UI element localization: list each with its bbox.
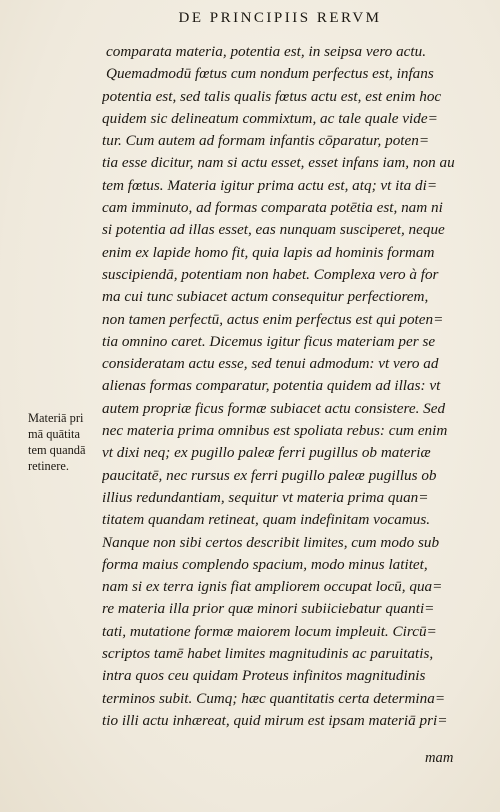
text-line: comparata materia, potentia est, in seipsa vero actu. — [106, 43, 427, 60]
text-line: tia esse dicitur, nam si actu esset, esset infans iam, non au — [102, 154, 455, 172]
text-line: tio illi actu inhæreat, quid mirum est ipsam materiā pri= — [102, 711, 448, 729]
marginal-note-line: Materiā pri — [28, 411, 84, 425]
catchword: mam — [425, 750, 454, 766]
text-line: Nanque non sibi certos describit limites, cum modo sub — [102, 533, 440, 551]
text-line: quidem sic delineatum commixtum, ac tale quale vide= — [102, 109, 438, 127]
text-line: nam si ex terra ignis fiat ampliorem occupat locū, qua= — [102, 578, 443, 596]
text-line: cam imminuto, ad formas comparata potētia est, nam ni — [102, 199, 443, 217]
text-line: tur. Cum autem ad formam infantis cōparatur, poten= — [102, 132, 430, 150]
text-line: terminos subit. Cumq; hæc quantitatis certa determina= — [102, 689, 446, 707]
text-line: re materia illa prior quæ minori subiiciebatur quanti= — [102, 600, 435, 618]
text-line: forma maius complendo spacium, modo minus latitet, — [102, 555, 428, 573]
marginal-note-line: mā quātita — [28, 427, 80, 441]
text-line: illius redundantiam, sequitur vt materia prima quan= — [102, 488, 429, 506]
text-line: Quemadmodū fœtus cum nondum perfectus est, infans — [106, 65, 434, 83]
text-line: consideratam actu esse, sed tenui admodum: vt vero ad — [102, 355, 439, 373]
text-line: alienas formas comparatur, potentia quidem ad illas: vt — [102, 377, 441, 395]
text-line: autem propriæ ficus formæ subiacet actu consistere. Sed — [102, 399, 446, 417]
text-line: intra quos ceu quidam Proteus infinitos magnitudinis — [102, 667, 426, 685]
marginal-note — [28, 410, 104, 474]
text-line: tem fœtus. Materia igitur prima actu est, atq; vt ita di= — [102, 176, 438, 194]
running-head: DE PRINCIPIIS RERVM — [178, 10, 382, 26]
text-line: si potentia ad illas esset, eas nunquam susciperet, neque — [102, 221, 445, 239]
text-line: scriptos tamē habet limites magnitudinis ac paruitatis, — [102, 645, 434, 663]
marginal-note-line: retinere. — [28, 459, 69, 473]
main-text-block — [102, 41, 464, 732]
text-line: potentia est, sed talis qualis fœtus actu est, est enim hoc — [102, 87, 442, 105]
text-line: enim ex lapide homo fit, quia lapis ad hominis formam — [102, 243, 435, 261]
text-line: nec materia prima omnibus est spoliata rebus: cum enim — [102, 422, 448, 440]
text-line: non tamen perfectū, actus enim perfectus est qui poten= — [102, 310, 444, 328]
text-line: vt dixi neq; ex pugillo paleæ ferri pugillus ob materiæ — [102, 444, 431, 462]
text-line: titatem quandam retineat, quam indefinitam vocamus. — [102, 511, 431, 529]
text-line: paucitatē, nec rursus ex ferri pugillo paleæ pugillus ob — [102, 466, 437, 484]
text-line: suscipiendā, potentiam non habet. Complexa vero à for — [102, 265, 439, 283]
text-line: ma cui tunc subiacet actum consequitur perfectiorem, — [102, 288, 429, 306]
text-line: tati, mutatione formæ maiorem locum impleuit. Circū= — [102, 622, 437, 640]
text-line: tia omnino caret. Dicemus igitur ficus materiam per se — [102, 332, 436, 350]
marginal-note-line: tem quandā — [28, 443, 86, 457]
